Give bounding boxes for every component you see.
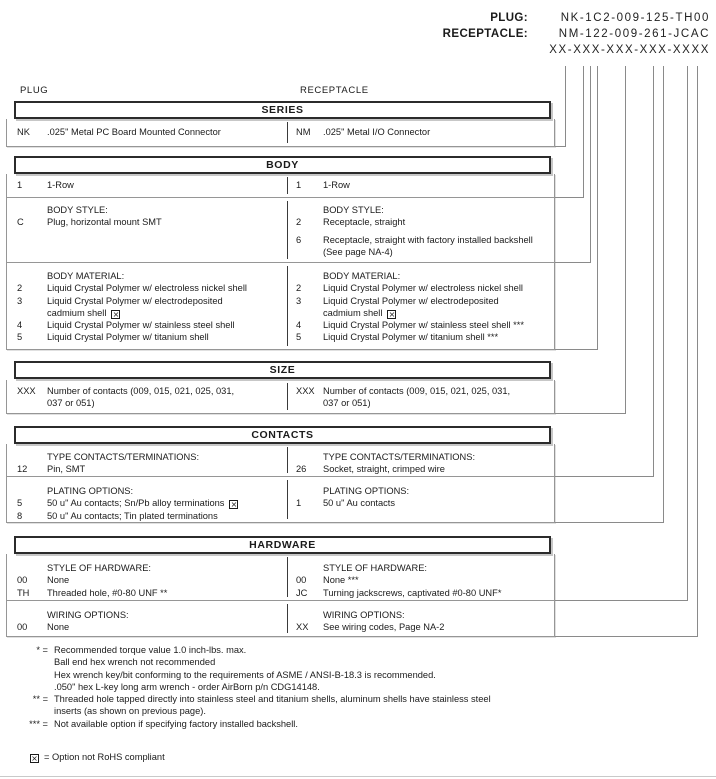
- series-option-plug: [7, 126, 287, 138]
- size-section-title: [14, 361, 551, 379]
- option-code: 2: [296, 283, 302, 294]
- option-text: Liquid Crystal Polymer w/ electrodeposited: [323, 295, 499, 306]
- option-code: 3: [296, 295, 302, 306]
- series-title-text: SERIES: [261, 104, 304, 116]
- footnote-text: Threaded hole tapped directly into stainless steel and titanium shells, aluminum shells have stainless steel: [54, 694, 491, 705]
- option-code: 5: [296, 332, 302, 343]
- body-material-option: [7, 331, 287, 343]
- option-text: Plug, horizontal mount SMT: [47, 217, 162, 228]
- rohs-legend-text: = Option not RoHS compliant: [44, 752, 165, 762]
- not-rohs-icon: ×: [112, 309, 120, 319]
- footnote-text: Not available option if specifying factory installed backshell.: [54, 718, 298, 729]
- body-style-label: BODY STYLE:: [323, 205, 384, 215]
- option-text: Receptacle, straight with factory installed backshell: [323, 234, 533, 245]
- receptacle-code-value: NM-122-009-261-JCAC: [558, 28, 710, 40]
- hardware-style-option: [288, 587, 554, 599]
- option-code: 00: [17, 575, 28, 586]
- hardware-style-option: [7, 574, 287, 586]
- option-text: Turning jackscrews, captivated #0-80 UNF*: [323, 587, 502, 598]
- hardware-section-title: [14, 536, 551, 554]
- option-text: Socket, straight, crimped wire: [323, 464, 445, 475]
- body-row-option: [288, 179, 554, 191]
- option-code: 1: [296, 180, 302, 190]
- size-option: [7, 385, 287, 410]
- page-bottom-rule: [0, 776, 716, 777]
- footnote-line: [0, 681, 716, 693]
- option-code: 1: [17, 180, 23, 190]
- plating-option: [7, 510, 287, 522]
- option-text-continued: (See page NA-4): [323, 246, 393, 257]
- body-material-option: [7, 282, 287, 294]
- contacts-type-option: [288, 463, 554, 475]
- option-code: C: [17, 217, 24, 228]
- option-code: NM: [296, 127, 311, 137]
- option-code: 00: [17, 622, 28, 633]
- size-option: [288, 385, 554, 410]
- option-text: Liquid Crystal Polymer w/ stainless steel shell: [47, 320, 235, 331]
- option-text: None: [47, 575, 70, 586]
- option-code: 2: [296, 217, 302, 228]
- body-material-label: BODY MATERIAL:: [323, 271, 401, 281]
- body-material-option: [288, 319, 554, 331]
- option-code: 26: [296, 464, 307, 475]
- footnote-text: Hex wrench key/bit conforming to the requirements of ASME / ANSI-B-18.3 is recommended.: [54, 669, 436, 680]
- option-text: 1-Row: [323, 180, 350, 190]
- body-row-block: [6, 174, 555, 198]
- footnote-marker: ** =: [32, 694, 48, 705]
- body-row-option: [7, 179, 287, 191]
- plating-options-label: PLATING OPTIONS:: [47, 486, 134, 496]
- hardware-style-block: [6, 554, 555, 601]
- rohs-legend: [30, 751, 165, 763]
- option-code: 5: [17, 332, 23, 343]
- body-style-option: [288, 216, 554, 228]
- footnote-line: [0, 693, 716, 705]
- option-code: NK: [17, 127, 30, 137]
- option-code: 1: [296, 498, 302, 509]
- option-text-continued: 037 or 051): [323, 398, 371, 409]
- footnote-marker: * =: [36, 645, 48, 655]
- plating-option: [7, 497, 287, 509]
- body-style-option: [288, 234, 554, 259]
- option-code: XXX: [296, 386, 315, 396]
- series-option-receptacle: [288, 126, 554, 138]
- option-text: 50 u" Au contacts: [323, 498, 396, 509]
- option-text: 50 u" Au contacts; Tin plated terminations: [47, 510, 218, 521]
- receptacle-column-label: RECEPTACLE: [300, 85, 369, 96]
- plating-options-label: PLATING OPTIONS:: [323, 486, 410, 496]
- option-text: None ***: [323, 575, 359, 586]
- plug-code-label: PLUG:: [490, 12, 528, 24]
- option-text: 1-Row: [47, 180, 74, 190]
- option-code: JC: [296, 587, 308, 598]
- body-material-option: [288, 282, 554, 294]
- hardware-style-label: STYLE OF HARDWARE:: [323, 563, 427, 573]
- option-code: XX: [296, 622, 309, 633]
- not-rohs-icon: ×: [31, 754, 38, 763]
- contacts-type-label: TYPE CONTACTS/TERMINATIONS:: [323, 452, 476, 462]
- option-code: 00: [296, 575, 307, 586]
- body-style-option: [7, 216, 287, 228]
- option-text: Liquid Crystal Polymer w/ titanium shell: [47, 332, 209, 343]
- footnote-line: [0, 656, 716, 668]
- hardware-title-text: HARDWARE: [249, 539, 316, 551]
- body-material-block: [6, 263, 555, 350]
- option-text: Threaded hole, #0-80 UNF **: [47, 587, 168, 598]
- option-code: 12: [17, 464, 28, 475]
- body-style-block: [6, 198, 555, 263]
- option-code: 2: [17, 283, 23, 294]
- option-code: 8: [17, 510, 23, 521]
- footnote-marker: *** =: [29, 718, 48, 729]
- footnote-line: [0, 705, 716, 717]
- option-text: Liquid Crystal Polymer w/ electroless nickel shell: [47, 283, 247, 294]
- hardware-style-option: [7, 587, 287, 599]
- body-material-option: [288, 331, 554, 343]
- contacts-type-block: [6, 444, 555, 477]
- body-material-label: BODY MATERIAL:: [47, 271, 125, 281]
- option-text: Receptacle, straight: [323, 217, 406, 228]
- footnote-text: Recommended torque value 1.0 inch-lbs. max.: [54, 645, 247, 655]
- footnote-text: .050" hex L-key long arm wrench - order AirBorn p/n CDG14148.: [54, 681, 320, 692]
- size-options-block: [6, 380, 555, 414]
- plating-option: [288, 497, 554, 509]
- series-section-title: [14, 101, 551, 119]
- wiring-option: [288, 621, 554, 633]
- size-title-text: SIZE: [269, 364, 296, 376]
- option-code: 3: [17, 295, 23, 306]
- option-text: Liquid Crystal Polymer w/ electroless nickel shell: [323, 283, 523, 294]
- option-text: Liquid Crystal Polymer w/ electrodeposited: [47, 295, 223, 306]
- option-text: .025" Metal I/O Connector: [323, 127, 431, 137]
- option-code: XXX: [17, 386, 36, 396]
- option-code: TH: [17, 587, 30, 598]
- body-material-option: [288, 295, 554, 320]
- footnote-text: inserts (as shown on previous page).: [54, 706, 206, 717]
- option-code: 4: [17, 320, 23, 331]
- hardware-wiring-block: [6, 601, 555, 637]
- option-code: 4: [296, 320, 302, 331]
- series-options-block: [6, 119, 555, 147]
- option-text: cadmium shell: [323, 307, 383, 318]
- body-material-option: [7, 295, 287, 320]
- code-mask: XX-XXX-XXX-XXX-XXXX: [549, 44, 710, 56]
- footnote-line: [0, 669, 716, 681]
- option-text: 50 u" Au contacts; Sn/Pb alloy terminations: [47, 498, 225, 509]
- wiring-options-label: WIRING OPTIONS:: [47, 610, 129, 620]
- receptacle-code-label: RECEPTACLE:: [442, 28, 528, 40]
- option-text: cadmium shell: [47, 307, 107, 318]
- option-text-continued: [47, 307, 287, 319]
- wiring-options-label: WIRING OPTIONS:: [323, 610, 405, 620]
- footnote-text: Ball end hex wrench not recommended: [54, 657, 216, 668]
- option-text: Number of contacts (009, 015, 021, 025, 031,: [323, 386, 511, 396]
- contacts-type-label: TYPE CONTACTS/TERMINATIONS:: [47, 452, 200, 462]
- option-text: Liquid Crystal Polymer w/ stainless steel shell ***: [323, 320, 524, 331]
- not-rohs-icon: ×: [230, 500, 238, 510]
- not-rohs-icon: ×: [388, 309, 396, 319]
- option-code: 6: [296, 234, 302, 245]
- body-section-title: [14, 156, 551, 174]
- contacts-section-title: [14, 426, 551, 444]
- option-text-continued: [323, 307, 554, 319]
- plug-column-label: PLUG: [20, 85, 49, 96]
- option-text: .025" Metal PC Board Mounted Connector: [47, 127, 221, 137]
- body-title-text: BODY: [266, 159, 299, 171]
- option-text: Number of contacts (009, 015, 021, 025, 031,: [47, 386, 235, 396]
- contacts-plating-block: [6, 477, 555, 523]
- footnotes: [0, 644, 716, 730]
- wiring-option: [7, 621, 287, 633]
- footnote-line: [0, 644, 716, 656]
- body-style-label: BODY STYLE:: [47, 205, 108, 215]
- footnote-line: [0, 718, 716, 730]
- contacts-title-text: CONTACTS: [251, 429, 314, 441]
- contacts-type-option: [7, 463, 287, 475]
- option-text-continued: 037 or 051): [47, 398, 95, 409]
- hardware-style-label: STYLE OF HARDWARE:: [47, 563, 151, 573]
- hardware-style-option: [288, 574, 554, 586]
- option-text: None: [47, 622, 70, 633]
- option-text: Liquid Crystal Polymer w/ titanium shell ***: [323, 332, 499, 343]
- plug-code-value: NK-1C2-009-125-TH00: [560, 12, 710, 24]
- option-code: 5: [17, 498, 23, 509]
- body-material-option: [7, 319, 287, 331]
- option-text: Pin, SMT: [47, 464, 86, 475]
- option-text: See wiring codes, Page NA-2: [323, 622, 445, 633]
